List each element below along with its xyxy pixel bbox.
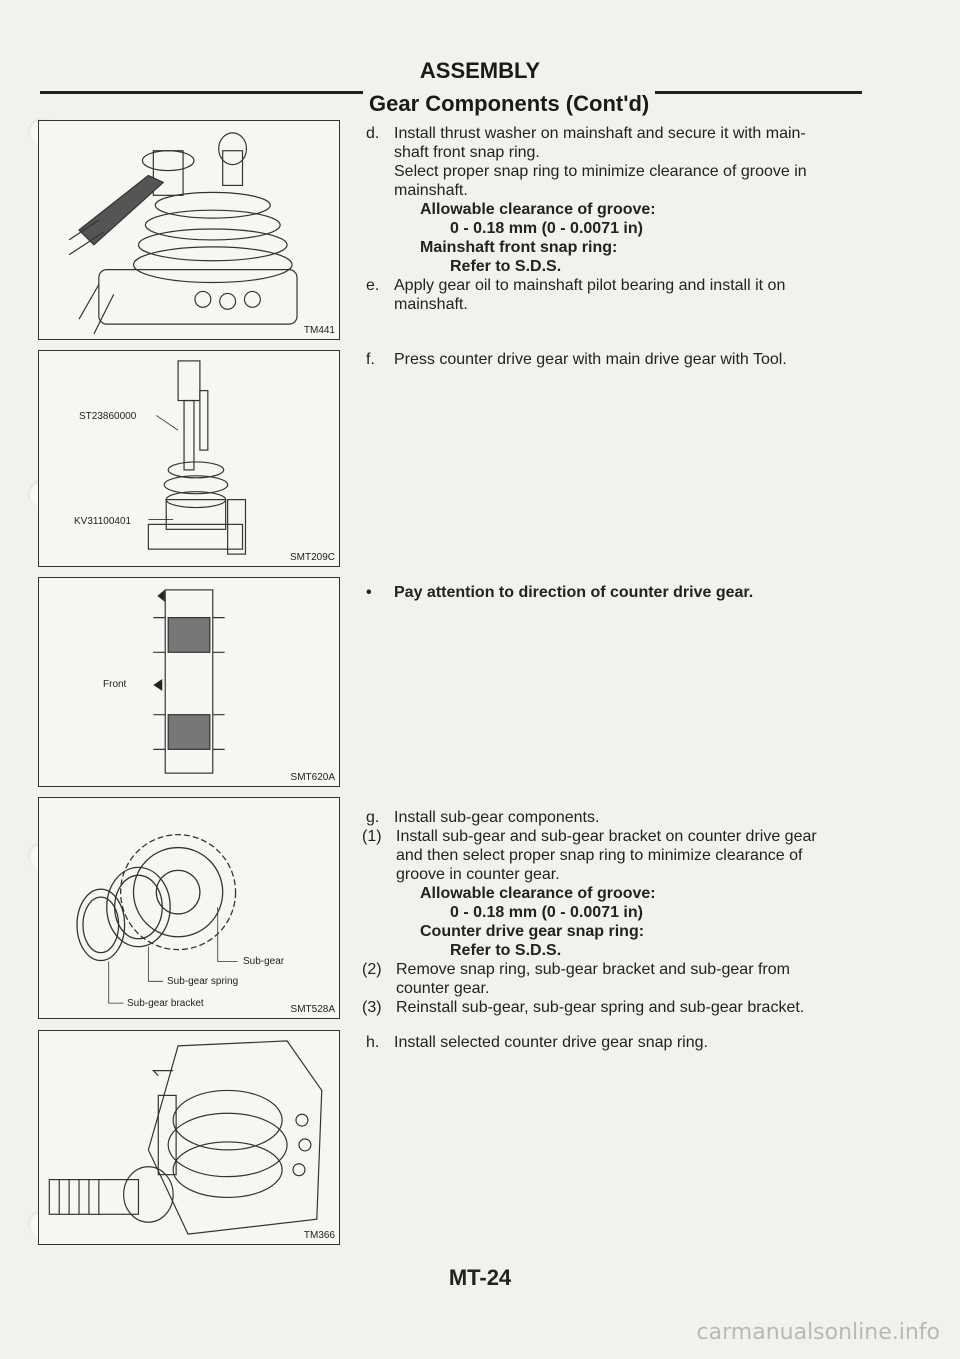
sub-step-marker: (2)	[362, 961, 382, 978]
step-marker: g.	[366, 809, 380, 826]
figure-smt528a	[38, 797, 340, 1019]
spec-label: Allowable clearance of groove:	[420, 885, 656, 902]
step-g-sub3	[362, 998, 867, 1017]
watermark: carmanualsonline.info	[696, 1320, 940, 1345]
step-marker: e.	[366, 277, 380, 294]
step-h-line1: Install selected counter drive gear snap ring.	[394, 1034, 708, 1051]
step-g-sub1	[362, 827, 867, 884]
figure-code: SMT528A	[290, 1004, 335, 1015]
step-h-block	[362, 1033, 867, 1052]
figure-smt209c	[38, 350, 340, 567]
counter-gear-installed-illustration	[39, 1031, 339, 1244]
sub-gear-spring-label: Sub-gear spring	[167, 976, 239, 987]
step-d-line4: mainshaft.	[394, 182, 468, 199]
step-f-block	[362, 350, 867, 369]
step-d-line1: Install thrust washer on mainshaft and secure it with main-	[394, 125, 806, 142]
spec-value: 0 - 0.18 mm (0 - 0.0071 in)	[450, 904, 643, 921]
press-tool-illustration	[39, 351, 339, 566]
step-marker: d.	[366, 125, 380, 142]
sub1-line1: Install sub-gear and sub-gear bracket on counter drive gear	[396, 828, 817, 845]
figure-tm441	[38, 120, 340, 340]
spec-label: Mainshaft front snap ring:	[420, 239, 618, 256]
sub-step-marker: (1)	[362, 828, 382, 845]
tool-label-kv31100401: KV31100401	[74, 516, 132, 527]
figure-code: TM441	[303, 325, 335, 336]
figure-code: TM366	[303, 1230, 335, 1241]
step-f	[362, 350, 867, 369]
subsection-title: Gear Components (Cont'd)	[363, 91, 655, 117]
spec-value: 0 - 0.18 mm (0 - 0.0071 in)	[450, 220, 643, 237]
step-g-line1: Install sub-gear components.	[394, 809, 600, 826]
step-e-line2: mainshaft.	[394, 296, 468, 313]
figure-code: SMT209C	[289, 552, 335, 563]
step-d-block	[362, 124, 867, 314]
step-g-block	[362, 808, 867, 1017]
spec-label: Counter drive gear snap ring:	[420, 923, 645, 940]
sub-gear-bracket-label: Sub-gear bracket	[127, 998, 204, 1009]
step-h	[362, 1033, 867, 1052]
figure-smt620a	[38, 577, 340, 787]
front-label: Front	[103, 679, 127, 690]
counter-gear-direction-illustration	[39, 578, 339, 786]
sub1-line3: groove in counter gear.	[396, 866, 560, 883]
note-block	[362, 583, 867, 602]
step-e	[362, 276, 867, 314]
sub2-line1: Remove snap ring, sub-gear bracket and sub-gear from	[396, 961, 790, 978]
step-e-line1: Apply gear oil to mainshaft pilot bearing and install it on	[394, 277, 786, 294]
figure-tm366	[38, 1030, 340, 1245]
step-f-line1: Press counter drive gear with main drive gear with Tool.	[394, 351, 787, 368]
sub2-line2: counter gear.	[396, 980, 490, 997]
sub3-line1: Reinstall sub-gear, sub-gear spring and sub-gear bracket.	[396, 999, 805, 1016]
section-title: ASSEMBLY	[419, 58, 541, 83]
tool-label-st23860000: ST23860000	[79, 411, 137, 422]
mainshaft-snap-ring-illustration	[39, 121, 339, 339]
step-marker: f.	[366, 351, 375, 368]
spec-label: Allowable clearance of groove:	[420, 201, 656, 218]
step-d	[362, 124, 867, 200]
direction-note	[362, 583, 867, 602]
front-arrow-icon	[153, 679, 162, 691]
page-number: MT-24	[448, 1265, 512, 1290]
step-g-sub2	[362, 960, 867, 998]
spec-value: Refer to S.D.S.	[450, 942, 562, 959]
note-text: Pay attention to direction of counter drive gear.	[394, 584, 754, 601]
bullet-icon: •	[366, 584, 372, 601]
step-d-line3: Select proper snap ring to minimize clearance of groove in	[394, 163, 807, 180]
step-d-line2: shaft front snap ring.	[394, 144, 540, 161]
sub1-line2: and then select proper snap ring to minimize clearance of	[396, 847, 803, 864]
spec-value: Refer to S.D.S.	[450, 258, 562, 275]
sub-gear-label: Sub-gear	[243, 956, 285, 967]
step-marker: h.	[366, 1034, 380, 1051]
step-g	[362, 808, 867, 827]
figure-code: SMT620A	[290, 772, 335, 783]
sub-step-marker: (3)	[362, 999, 382, 1016]
